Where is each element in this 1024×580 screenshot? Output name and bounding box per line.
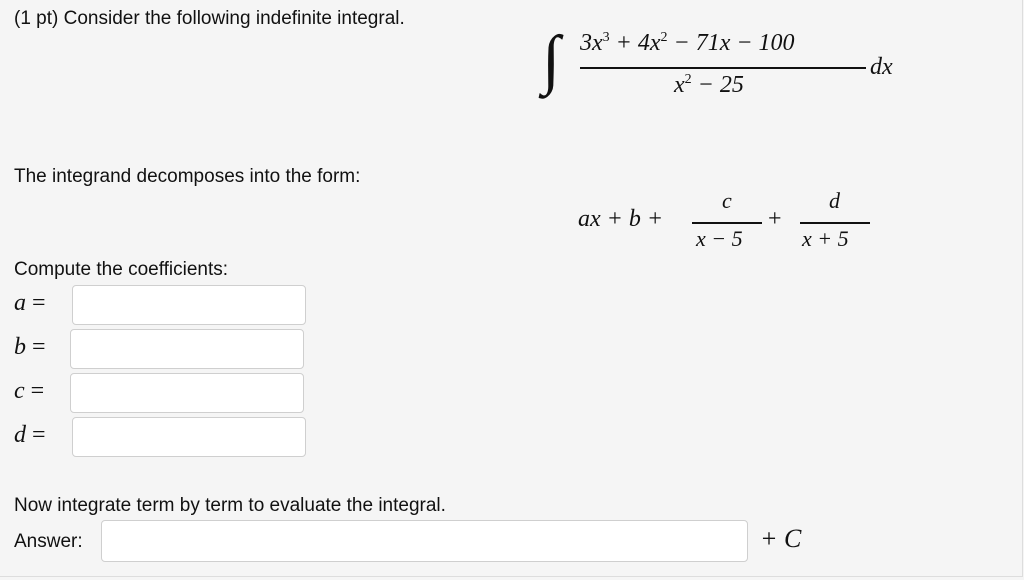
integral-sign: ∫ — [542, 23, 561, 96]
coefficient-c-input[interactable] — [70, 373, 304, 413]
answer-input[interactable] — [101, 520, 748, 562]
frac2-numerator: d — [829, 188, 840, 213]
coefficient-label-a: a = — [14, 290, 46, 316]
coefficient-a-input[interactable] — [72, 285, 306, 325]
frac1-numerator: c — [722, 188, 732, 213]
integral-denominator: $x^2 - 25$ — [674, 72, 744, 98]
frac1-denominator: x − 5 — [696, 226, 743, 251]
constant-of-integration: + C — [760, 524, 802, 553]
decomp-plus: + — [768, 206, 782, 232]
answer-label: Answer: — [14, 531, 83, 552]
coefficient-label-d: d = — [14, 422, 46, 448]
decomp-lead: ax + b + — [578, 206, 664, 232]
intro-text: (1 pt) Consider the following indefinite integral. — [14, 8, 405, 29]
coefficient-label-c: c = — [14, 378, 45, 404]
frac2-denominator: x + 5 — [802, 226, 849, 251]
integral-dx: dx — [870, 54, 893, 80]
coefficient-d-input[interactable] — [72, 417, 306, 457]
coefficient-b-input[interactable] — [70, 329, 304, 369]
integral-fraction-bar — [580, 67, 866, 69]
coefficient-label-b: b = — [14, 334, 46, 360]
frac2-bar — [800, 222, 870, 224]
integral-numerator: $3x^3 + 4x^2 - 71x - 100$ — [580, 30, 795, 56]
decomp-prompt: The integrand decomposes into the form: — [14, 166, 361, 187]
frac1-bar — [692, 222, 762, 224]
integrate-prompt: Now integrate term by term to evaluate the integral. — [14, 495, 446, 516]
coefficients-prompt: Compute the coefficients: — [14, 259, 229, 280]
